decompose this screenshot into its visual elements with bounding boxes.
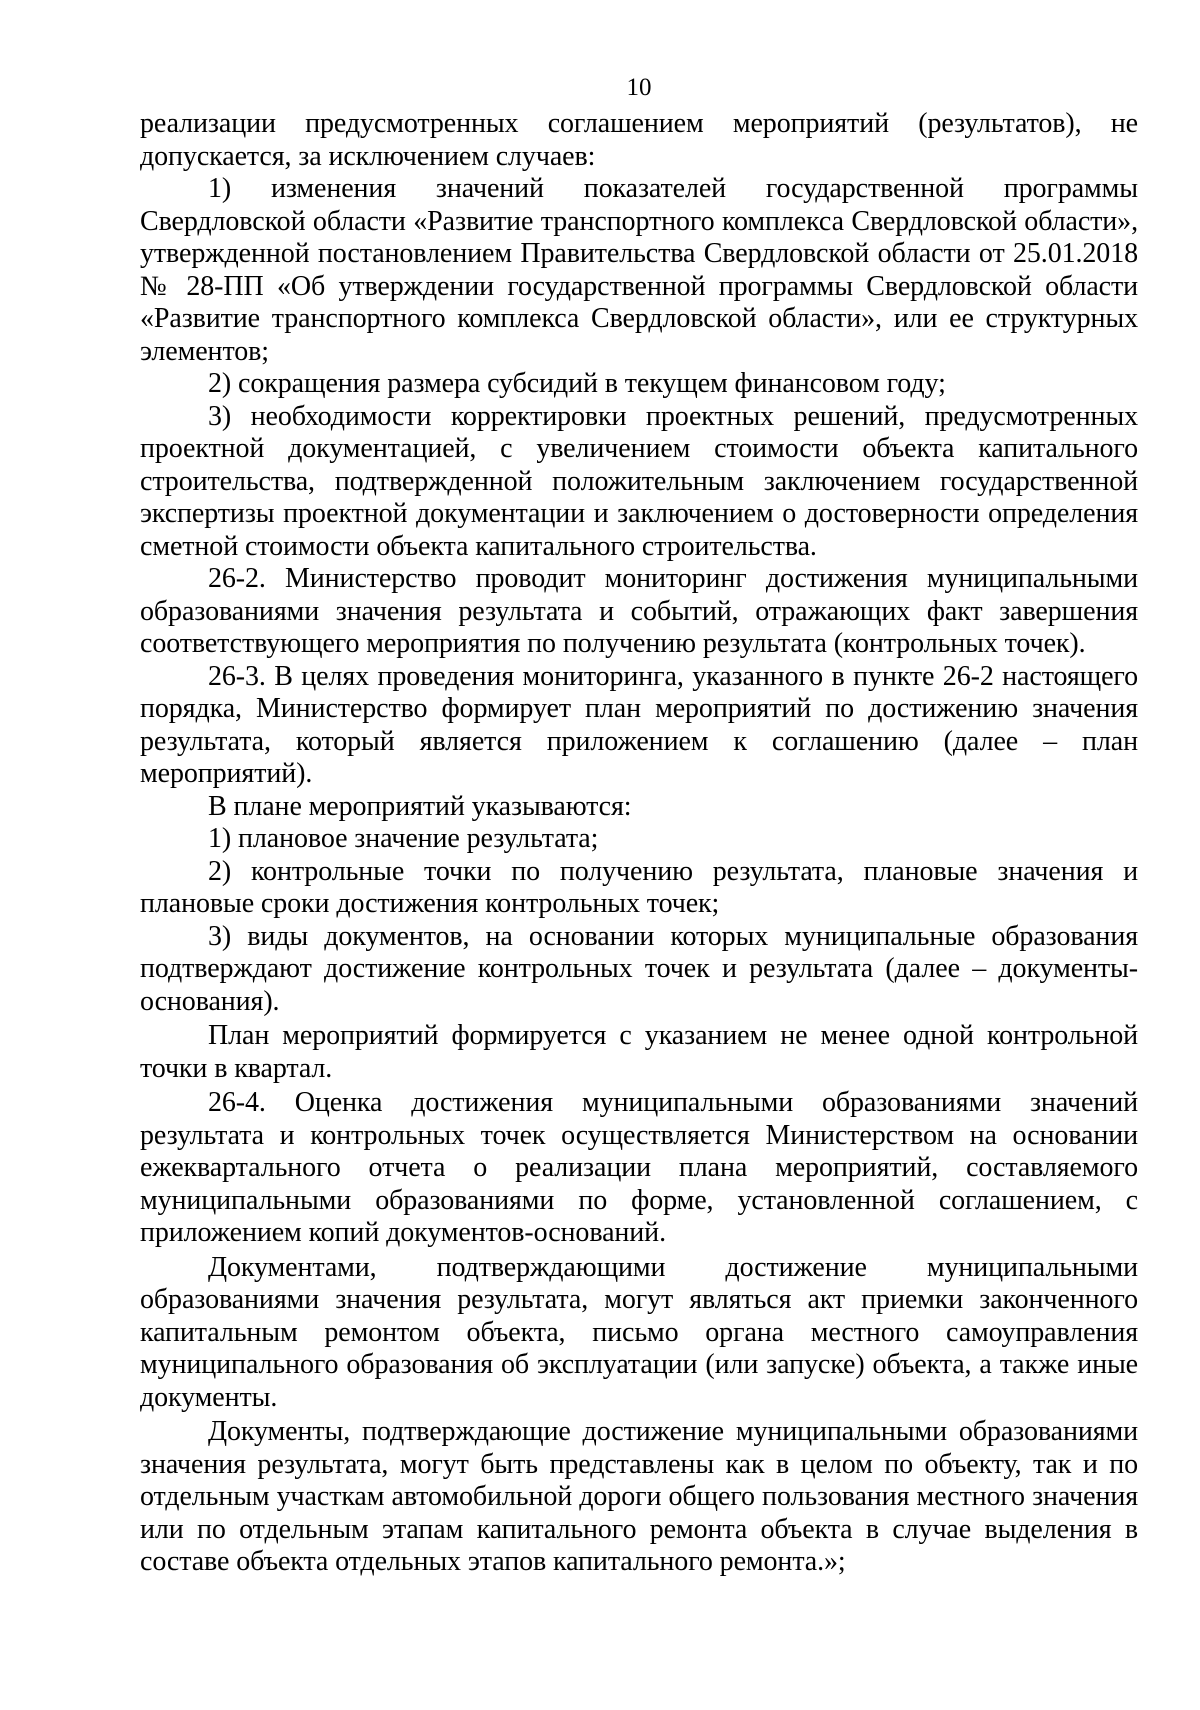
paragraph-26-2: 26-2. Министерство проводит мониторинг достижения муниципальными образованиями значения результата и событий, отражающих факт завершения соответствующего мероприятия по получению результата (контрольных точек). — [140, 563, 1138, 659]
list-item-2-subsidy-reduction: 2) сокращения размера субсидий в текущем финансовом году; — [208, 368, 946, 399]
document-body — [140, 108, 1138, 1579]
page-number: 10 — [626, 74, 652, 101]
paragraph-documents-scope: Документы, подтверждающие достижение муниципальными образованиями значения результата, могут быть представлены как в целом по объекту, так и по отдельным участкам автомобильной дороги общего пользования местного значения или по отдельным этапам капитального ремонта объекта в случае выделения в составе объекта отдельных этапов капитального ремонта.»; — [140, 1416, 1138, 1577]
plan-item-1: 1) плановое значение результата; — [208, 823, 599, 854]
paragraph-plan-quarterly: План мероприятий формируется с указанием не менее одной контрольной точки в квартал. — [140, 1020, 1138, 1084]
list-item-3-design-correction: 3) необходимости корректировки проектных решений, предусмотренных проектной документацией, с увеличением стоимости объекта капитального строительства, подтвержденной положительным заключением государственной экспертизы проектной документации и заключением о достоверности определения сметной стоимости объекта капитального строительства. — [140, 400, 1138, 562]
plan-item-2: 2) контрольные точки по получению результата, плановые значения и плановые сроки достижения контрольных точек; — [140, 855, 1138, 919]
paragraph-plan-contents-intro: В плане мероприятий указываются: — [208, 790, 632, 822]
paragraph-26-3: 26-3. В целях проведения мониторинга, указанного в пункте 26-2 настоящего порядка, Министерство формирует план мероприятий по достижению значения результата, который является приложением к соглашению (далее – план мероприятий). — [140, 660, 1138, 789]
paragraph-supporting-documents: Документами, подтверждающими достижение муниципальными образованиями значения результата, могут являться акт приемки законченного капитальным ремонтом объекта, письмо органа местного самоуправления муниципального образования об эксплуатации (или запуске) объекта, а также иные документы. — [140, 1251, 1138, 1413]
list-item-1-program-change: 1) изменения значений показателей государственной программы Свердловской области «Развитие транспортного комплекса Свердловской области», утвержденной постановлением Правительства Свердловской области от 25.01.2018 № 28-ПП «Об утверждении государственной программы Свердловской области «Развитие транспортного комплекса Свердловской области», или ее структурных элементов; — [140, 173, 1138, 367]
plan-item-3: 3) виды документов, на основании которых муниципальные образования подтверждают достижение контрольных точек и результата (далее – документы-основания). — [140, 920, 1138, 1017]
paragraph-26-4: 26-4. Оценка достижения муниципальными образованиями значений результата и контрольных точек осуществляется Министерством на основании ежеквартального отчета о реализации плана мероприятий, составляемого муниципальными образованиями по форме, установленной соглашением, с приложением копий документов-оснований. — [140, 1087, 1138, 1248]
paragraph-continuation: реализации предусмотренных соглашением мероприятий (результатов), не допускается, за исключением случаев: — [140, 108, 1138, 172]
